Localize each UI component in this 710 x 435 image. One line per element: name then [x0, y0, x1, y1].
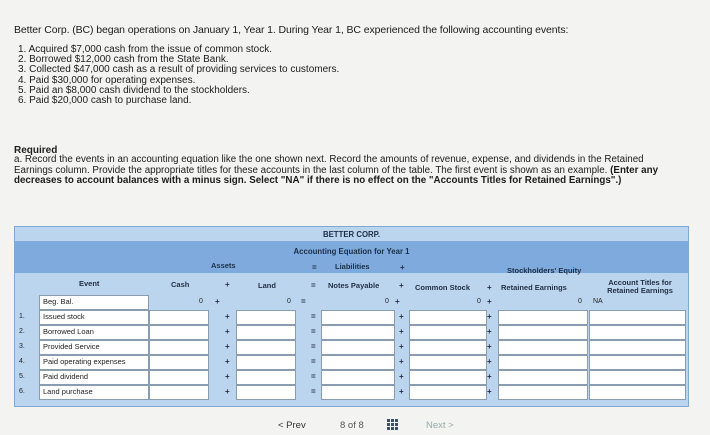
event-column-header: Event	[79, 279, 100, 288]
land-input[interactable]	[236, 355, 296, 370]
plus-sign: +	[399, 387, 404, 396]
retained-earnings-column-header: Retained Earnings	[501, 283, 567, 292]
plus-sign: +	[399, 281, 404, 290]
retained-earnings-input[interactable]	[498, 340, 588, 355]
equals-sign: =	[311, 357, 316, 366]
event-item: 2. Borrowed $12,000 cash from the State Bank.	[18, 54, 229, 66]
equals-sign: =	[311, 327, 316, 336]
plus-sign: +	[487, 342, 492, 351]
land-input[interactable]	[236, 370, 296, 385]
assets-header: Assets	[211, 261, 236, 270]
plus-sign: +	[225, 387, 230, 396]
plus-sign: +	[487, 387, 492, 396]
beg-bal-value: 0	[578, 298, 582, 305]
required-note: (Enter any decreases to account balances with a minus sign. Select "NA" if there is no effect on the "Accounts Titles for Retained Earnings".)	[14, 164, 659, 187]
plus-sign: +	[487, 297, 492, 306]
land-input[interactable]	[236, 310, 296, 325]
plus-sign: +	[487, 327, 492, 336]
grid-icon[interactable]	[387, 419, 398, 430]
beg-bal-label: Beg. Bal.	[39, 295, 149, 310]
page-indicator: 8 of 8	[340, 420, 364, 431]
equals-sign: =	[311, 387, 316, 396]
account-title-select[interactable]	[589, 340, 686, 355]
common-stock-input[interactable]	[409, 370, 487, 385]
land-input[interactable]	[236, 340, 296, 355]
retained-earnings-input[interactable]	[498, 310, 588, 325]
notes-payable-input[interactable]	[321, 385, 395, 400]
common-stock-input[interactable]	[409, 385, 487, 400]
beg-bal-account-title: NA	[593, 298, 603, 305]
row-number: 4.	[19, 358, 25, 365]
plus-sign: +	[487, 312, 492, 321]
company-title: BETTER CORP.	[322, 230, 381, 239]
retained-earnings-input[interactable]	[498, 385, 588, 400]
beg-bal-value: 0	[477, 298, 481, 305]
required-text: a. Record the events in an accounting equation like the one shown next. Record the amounts of revenue, expense, and dividends in the Retained Earnings column. Provide the appropriate titles for these accounts in the last column of the table. The first event is shown as an example.	[14, 154, 644, 176]
land-input[interactable]	[236, 385, 296, 400]
liabilities-header: Liabilities	[335, 262, 370, 271]
notes-payable-input[interactable]	[321, 310, 395, 325]
plus-sign: +	[399, 372, 404, 381]
event-label: Land purchase	[39, 385, 149, 400]
row-number: 1.	[19, 313, 25, 320]
cash-input[interactable]	[149, 325, 209, 340]
event-item: 5. Paid an $8,000 cash dividend to the stockholders.	[18, 84, 250, 96]
plus-sign: +	[399, 312, 404, 321]
plus-sign: +	[225, 312, 230, 321]
common-stock-input[interactable]	[409, 355, 487, 370]
event-item: 3. Collected $47,000 cash as a result of providing services to customers.	[18, 64, 340, 76]
account-title-select[interactable]	[589, 325, 686, 340]
common-stock-input[interactable]	[409, 340, 487, 355]
plus-sign: +	[225, 342, 230, 351]
retained-earnings-input[interactable]	[498, 370, 588, 385]
required-instructions	[14, 155, 674, 187]
plus-sign: +	[399, 342, 404, 351]
accounting-equation-table	[14, 226, 689, 407]
plus-sign: +	[215, 297, 220, 306]
equation-title: Accounting Equation for Year 1	[293, 247, 410, 256]
equals-sign: =	[312, 263, 317, 272]
event-label: Issued stock	[39, 310, 149, 325]
cash-input[interactable]	[149, 385, 209, 400]
prev-button[interactable]: < Prev	[278, 420, 306, 431]
beg-bal-value: 0	[287, 298, 291, 305]
cash-input[interactable]	[149, 340, 209, 355]
stockholders-equity-header: Stockholders' Equity	[507, 266, 582, 275]
common-stock-input[interactable]	[409, 325, 487, 340]
required-heading: Required	[14, 145, 58, 156]
account-title-select[interactable]	[589, 370, 686, 385]
event-label: Paid operating expenses	[39, 355, 149, 370]
equals-sign: =	[311, 281, 316, 290]
notes-payable-input[interactable]	[321, 325, 395, 340]
cash-column-header: Cash	[171, 280, 190, 289]
row-number: 5.	[19, 373, 25, 380]
common-stock-column-header: Common Stock	[415, 283, 471, 292]
equals-sign: =	[311, 372, 316, 381]
account-title-select[interactable]	[589, 385, 686, 400]
plus-sign: +	[400, 263, 405, 272]
plus-sign: +	[395, 297, 400, 306]
equals-sign: =	[311, 312, 316, 321]
plus-sign: +	[225, 372, 230, 381]
cash-input[interactable]	[149, 355, 209, 370]
beg-bal-value: 0	[199, 298, 203, 305]
cash-input[interactable]	[149, 310, 209, 325]
land-input[interactable]	[236, 325, 296, 340]
land-column-header: Land	[258, 281, 276, 290]
event-item: 1. Acquired $7,000 cash from the issue of common stock.	[18, 44, 273, 55]
plus-sign: +	[487, 357, 492, 366]
beg-bal-value: 0	[385, 298, 389, 305]
plus-sign: +	[225, 327, 230, 336]
account-titles-column-header: Account Titles for Retained Earnings	[607, 278, 673, 296]
notes-payable-input[interactable]	[321, 355, 395, 370]
event-label: Paid dividend	[39, 370, 149, 385]
event-label: Borrowed Loan	[39, 325, 149, 340]
event-list	[18, 45, 339, 106]
row-number: 3.	[19, 343, 25, 350]
retained-earnings-input[interactable]	[498, 325, 588, 340]
equals-sign: =	[301, 297, 306, 306]
plus-sign: +	[399, 357, 404, 366]
event-item: 4. Paid $30,000 for operating expenses.	[18, 74, 196, 86]
plus-sign: +	[399, 327, 404, 336]
event-label: Provided Service	[39, 340, 149, 355]
account-title-select[interactable]	[589, 310, 686, 325]
notes-payable-input[interactable]	[321, 370, 395, 385]
row-number: 6.	[19, 388, 25, 395]
notes-payable-input[interactable]	[321, 340, 395, 355]
plus-sign: +	[225, 357, 230, 366]
account-title-select[interactable]	[589, 355, 686, 370]
cash-input[interactable]	[149, 370, 209, 385]
common-stock-input[interactable]	[409, 310, 487, 325]
retained-earnings-input[interactable]	[498, 355, 588, 370]
plus-sign: +	[225, 280, 230, 289]
next-button[interactable]: Next >	[426, 420, 454, 431]
plus-sign: +	[487, 283, 492, 292]
equals-sign: =	[311, 342, 316, 351]
problem-intro: Better Corp. (BC) began operations on January 1, Year 1. During Year 1, BC experienced the following accounting events:	[14, 24, 569, 36]
notes-payable-column-header: Notes Payable	[328, 281, 380, 290]
event-item: 6. Paid $20,000 cash to purchase land.	[18, 95, 192, 107]
row-number: 2.	[19, 328, 25, 335]
plus-sign: +	[487, 372, 492, 381]
